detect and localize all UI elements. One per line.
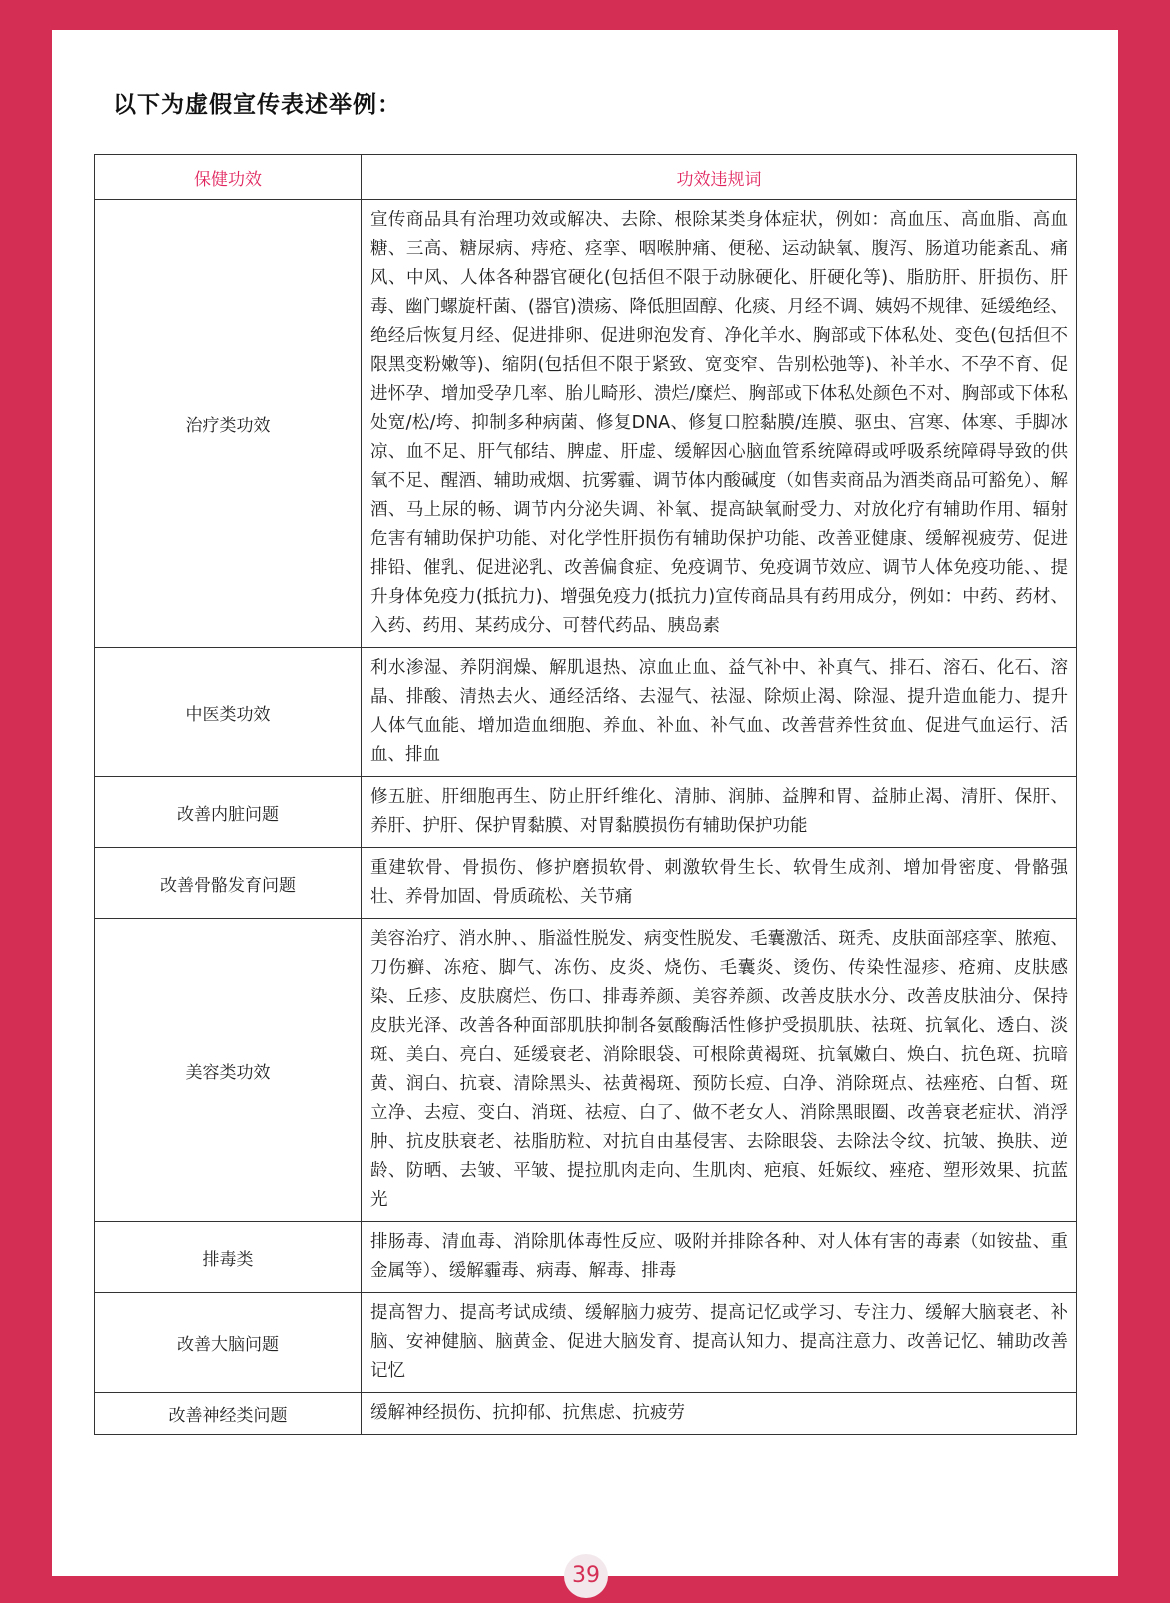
terms-cell: 排肠毒、清血毒、消除肌体毒性反应、吸附并排除各种、对人体有害的毒素（如铵盐、重金属等）、缓解霾毒、病毒、解毒、排毒: [362, 1222, 1077, 1293]
column-header-violation-terms: 功效违规词: [362, 155, 1077, 200]
table-row: [95, 648, 1077, 777]
table-row: [95, 919, 1077, 1222]
table-row: [95, 1293, 1077, 1393]
page-number: 39: [564, 1554, 608, 1598]
terms-cell: 提高智力、提高考试成绩、缓解脑力疲劳、提高记忆或学习、专注力、缓解大脑衰老、补脑、安神健脑、脑黄金、促进大脑发育、提高认知力、提高注意力、改善记忆、辅助改善记忆: [362, 1293, 1077, 1393]
terms-cell: 利水渗湿、养阴润燥、解肌退热、凉血止血、益气补中、补真气、排石、溶石、化石、溶晶、排酸、清热去火、通经活络、去湿气、祛湿、除烦止渴、除湿、提升造血能力、提升人体气血能、增加造血细胞、养血、补血、补气血、改善营养性贫血、促进气血运行、活血、排血: [362, 648, 1077, 777]
category-cell: 排毒类: [95, 1222, 362, 1293]
table-row: [95, 777, 1077, 848]
violation-terms-table: [94, 154, 1077, 1435]
category-cell: 改善神经类问题: [95, 1393, 362, 1435]
category-cell: 中医类功效: [95, 648, 362, 777]
category-cell: 改善内脏问题: [95, 777, 362, 848]
terms-cell: 缓解神经损伤、抗抑郁、抗焦虑、抗疲劳: [362, 1393, 1077, 1435]
terms-cell: 宣传商品具有治理功效或解决、去除、根除某类身体症状，例如：高血压、高血脂、高血糖、三高、糖尿病、痔疮、痉挛、咽喉肿痛、便秘、运动缺氧、腹泻、肠道功能紊乱、痛风、中风、人体各种器官硬化(包括但不限于动脉硬化、肝硬化等)、脂肪肝、肝损伤、肝毒、幽门螺旋杆菌、(器官)溃疡、降低胆固醇、化痰、月经不调、姨妈不规律、延缓绝经、绝经后恢复月经、促进排卵、促进卵泡发育、净化羊水、胸部或下体私处、变色(包括但不限黑变粉嫩等)、缩阴(包括但不限于紧致、宽变窄、告别松弛等)、补羊水、不孕不育、促进怀孕、增加受孕几率、胎儿畸形、溃烂/糜烂、胸部或下体私处颜色不对、胸部或下体私处宽/松/垮、抑制多种病菌、修复DNA、修复口腔黏膜/连膜、驱虫、宫寒、体寒、手脚冰凉、血不足、肝气郁结、脾虚、肝虚、缓解因心脑血管系统障碍或呼吸系统障碍导致的供氧不足、醒酒、辅助戒烟、抗雾霾、调节体内酸碱度（如售卖商品为酒类商品可豁免）、解酒、马上尿的畅、调节内分泌失调、补氧、提高缺氧耐受力、对放化疗有辅助作用、辐射危害有辅助保护功能、对化学性肝损伤有辅助保护功能、改善亚健康、缓解视疲劳、促进排铅、催乳、促进泌乳、改善偏食症、免疫调节、免疫调节效应、调节人体免疫功能、、提升身体免疫力(抵抗力)、增强免疫力(抵抗力)宣传商品具有药用成分，例如：中药、药材、入药、药用、某药成分、可替代药品、胰岛素: [362, 200, 1077, 648]
terms-cell: 重建软骨、骨损伤、修护磨损软骨、刺激软骨生长、软骨生成剂、增加骨密度、骨骼强壮、养骨加固、骨质疏松、关节痛: [362, 848, 1077, 919]
category-cell: 改善骨骼发育问题: [95, 848, 362, 919]
category-cell: 改善大脑问题: [95, 1293, 362, 1393]
category-cell: 美容类功效: [95, 919, 362, 1222]
table-header-row: [95, 155, 1077, 200]
column-header-efficacy: 保健功效: [95, 155, 362, 200]
table-row: [95, 200, 1077, 648]
document-page: [52, 30, 1118, 1576]
table-row: [95, 1393, 1077, 1435]
terms-cell: 修五脏、肝细胞再生、防止肝纤维化、清肺、润肺、益脾和胃、益肺止渴、清肝、保肝、养肝、护肝、保护胃黏膜、对胃黏膜损伤有辅助保护功能: [362, 777, 1077, 848]
table-row: [95, 848, 1077, 919]
terms-cell: 美容治疗、消水肿、、脂溢性脱发、病变性脱发、毛囊激活、斑秃、皮肤面部痉挛、脓疱、刀伤癣、冻疮、脚气、冻伤、皮炎、烧伤、毛囊炎、烫伤、传染性湿疹、疮痈、皮肤感染、丘疹、皮肤腐烂、伤口、排毒养颜、美容养颜、改善皮肤水分、改善皮肤油分、保持皮肤光泽、改善各种面部肌肤抑制各氨酸酶活性修护受损肌肤、祛斑、抗氧化、透白、淡斑、美白、亮白、延缓衰老、消除眼袋、可根除黄褐斑、抗氧嫩白、焕白、抗色斑、抗暗黄、润白、抗衰、清除黑头、祛黄褐斑、预防长痘、白净、消除斑点、祛痤疮、白皙、斑立净、去痘、变白、消斑、祛痘、白了、做不老女人、消除黑眼圈、改善衰老症状、消浮肿、抗皮肤衰老、祛脂肪粒、对抗自由基侵害、去除眼袋、去除法令纹、抗皱、换肤、逆龄、防晒、去皱、平皱、提拉肌肉走向、生肌肉、疤痕、妊娠纹、痤疮、塑形效果、抗蓝光: [362, 919, 1077, 1222]
table-row: [95, 1222, 1077, 1293]
category-cell: 治疗类功效: [95, 200, 362, 648]
page-title: 以下为虚假宣传表述举例：: [113, 92, 401, 118]
